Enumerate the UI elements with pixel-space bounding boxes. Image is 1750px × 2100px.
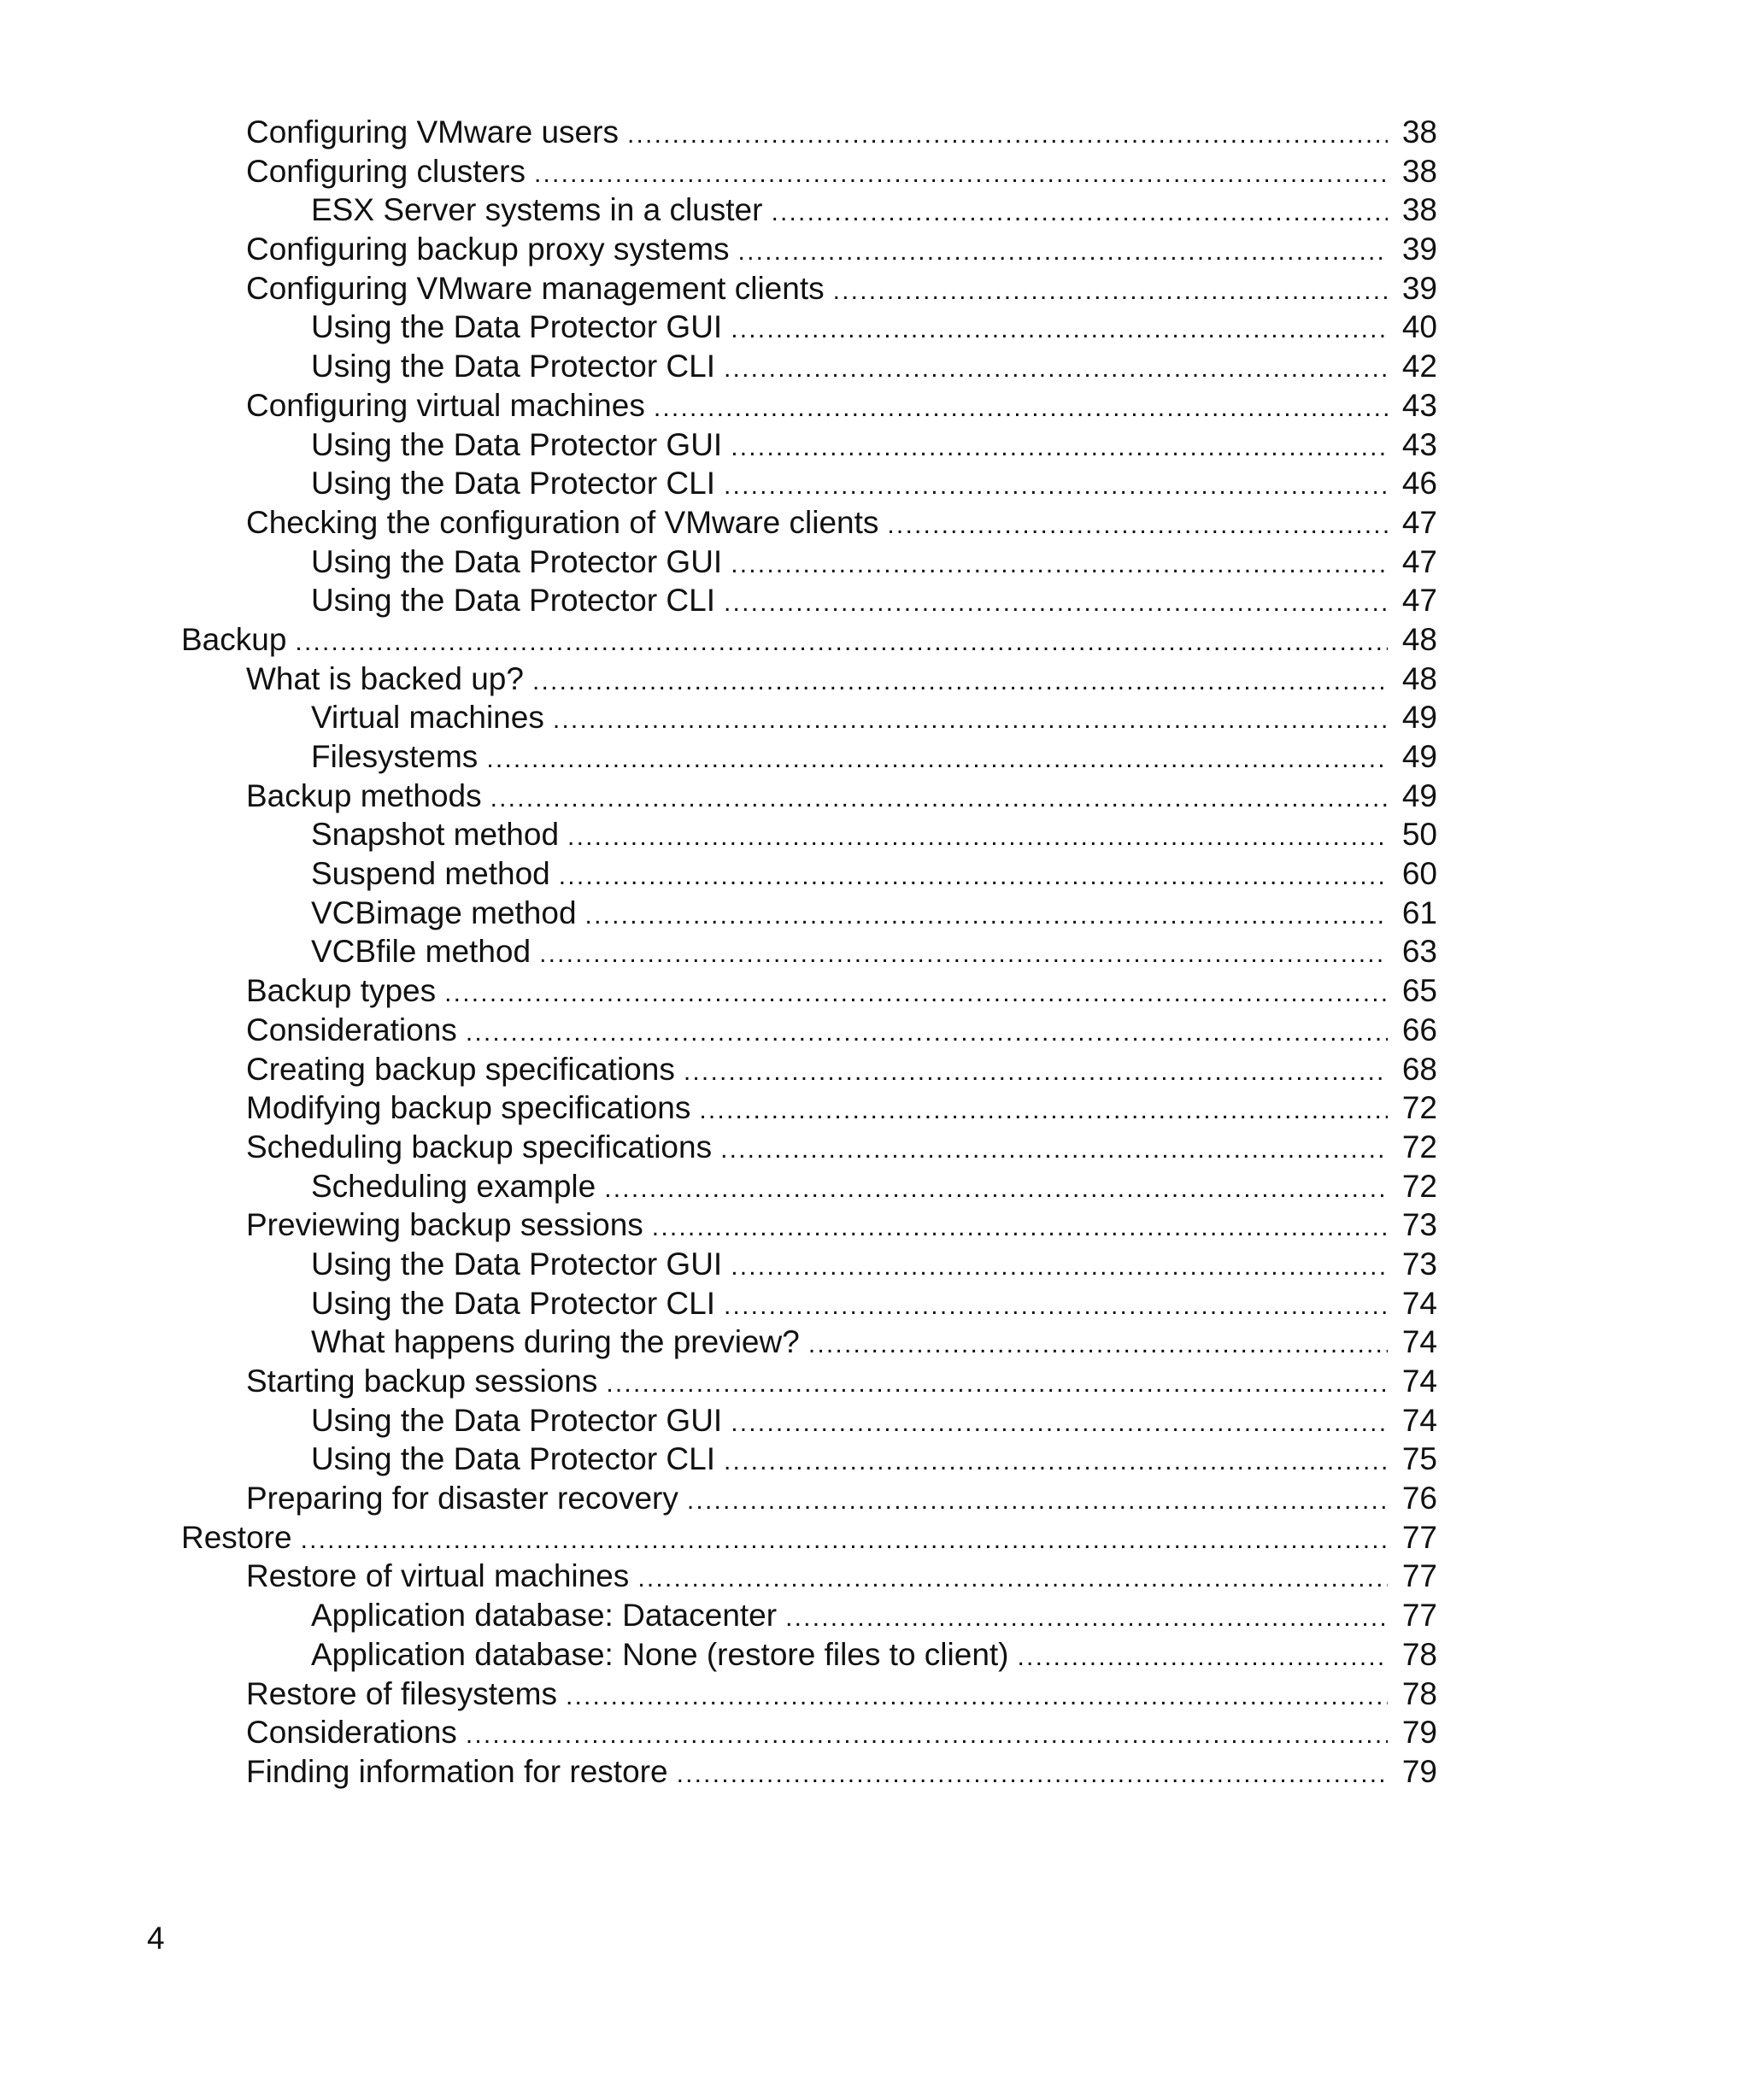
toc-entry[interactable] xyxy=(181,1713,1437,1752)
dot-leader xyxy=(553,701,1388,737)
toc-entry-title: Using the Data Protector CLI xyxy=(311,1285,715,1321)
toc-entry-page: 76 xyxy=(1401,1481,1437,1516)
toc-entry-page: 38 xyxy=(1401,114,1437,150)
toc-entry-title: Finding information for restore xyxy=(246,1753,668,1789)
toc-entry-page: 38 xyxy=(1401,153,1437,189)
toc-entry-title: Using the Data Protector GUI xyxy=(311,1402,723,1438)
dot-leader xyxy=(720,1130,1388,1167)
toc-entry-title: Configuring virtual machines xyxy=(246,387,645,423)
dot-leader xyxy=(567,818,1388,854)
dot-leader xyxy=(699,1091,1388,1128)
toc-entry-title: VCBimage method xyxy=(311,895,577,930)
toc-entry-page: 39 xyxy=(1401,232,1437,267)
toc-entry-page: 49 xyxy=(1401,777,1437,813)
dot-leader xyxy=(532,662,1388,699)
dot-leader xyxy=(466,1716,1388,1752)
dot-leader xyxy=(534,155,1388,191)
dot-leader xyxy=(833,272,1388,308)
toc-entry-title: Using the Data Protector CLI xyxy=(311,583,715,619)
toc-entry-page: 49 xyxy=(1401,700,1437,736)
toc-entry-title: Using the Data Protector CLI xyxy=(311,349,715,384)
toc-entry[interactable] xyxy=(181,1675,1437,1714)
toc-entry-title: Application database: None (restore files to client) xyxy=(311,1636,1009,1672)
toc-entry[interactable] xyxy=(181,1518,1437,1557)
toc-entry-title: Configuring clusters xyxy=(246,153,526,189)
toc-entry-page: 43 xyxy=(1401,387,1437,423)
toc-entry-page: 72 xyxy=(1401,1168,1437,1204)
toc-entry-title: Using the Data Protector CLI xyxy=(311,1441,715,1477)
toc-entry[interactable] xyxy=(181,464,1437,503)
toc-entry[interactable] xyxy=(181,1205,1437,1245)
dot-leader xyxy=(724,1442,1388,1479)
toc-entry-page: 74 xyxy=(1401,1285,1437,1321)
dot-leader xyxy=(539,935,1388,971)
toc-entry-page: 77 xyxy=(1401,1598,1437,1634)
toc-entry-title: ESX Server systems in a cluster xyxy=(311,192,763,228)
toc-entry[interactable] xyxy=(181,1635,1437,1675)
toc-entry-page: 48 xyxy=(1401,621,1437,657)
dot-leader xyxy=(731,1404,1388,1440)
toc-entry-page: 47 xyxy=(1401,543,1437,579)
toc-entry-title: Application database: Datacenter xyxy=(311,1598,778,1634)
toc-entry[interactable] xyxy=(181,1440,1437,1479)
dot-leader xyxy=(652,1208,1388,1245)
dot-leader xyxy=(566,1677,1388,1714)
toc-entry-page: 74 xyxy=(1401,1402,1437,1438)
toc-entry-title: Starting backup sessions xyxy=(246,1364,598,1399)
toc-entry-page: 60 xyxy=(1401,856,1437,892)
toc-entry-page: 39 xyxy=(1401,270,1437,306)
toc-entry-page: 74 xyxy=(1401,1324,1437,1360)
toc-entry-page: 72 xyxy=(1401,1129,1437,1164)
toc-entry-title: Considerations xyxy=(246,1012,457,1047)
toc-entry[interactable] xyxy=(181,503,1437,543)
dot-leader xyxy=(466,1013,1388,1050)
toc-entry[interactable] xyxy=(181,971,1437,1011)
toc-entry-page: 47 xyxy=(1401,583,1437,619)
dot-leader xyxy=(887,506,1388,543)
dot-leader xyxy=(724,584,1388,620)
toc-entry-title: Modifying backup specifications xyxy=(246,1090,691,1126)
toc-entry-title: Checking the configuration of VMware clients xyxy=(246,504,879,540)
toc-entry-title: Using the Data Protector GUI xyxy=(311,543,723,579)
toc-entry[interactable] xyxy=(181,1479,1437,1518)
toc-entry-title: Configuring backup proxy systems xyxy=(246,232,730,267)
toc-entry-title: Snapshot method xyxy=(311,817,560,853)
toc-entry[interactable] xyxy=(181,932,1437,971)
toc-entry[interactable] xyxy=(181,1011,1437,1050)
toc-entry-page: 68 xyxy=(1401,1051,1437,1087)
dot-leader xyxy=(301,1521,1388,1557)
dot-leader xyxy=(724,1287,1388,1323)
toc-entry[interactable] xyxy=(181,1752,1437,1792)
toc-entry-title: Considerations xyxy=(246,1715,457,1751)
toc-entry[interactable] xyxy=(181,1284,1437,1323)
toc-entry[interactable] xyxy=(181,777,1437,816)
toc-entry-page: 38 xyxy=(1401,192,1437,228)
toc-entry-page: 66 xyxy=(1401,1012,1437,1047)
toc-entry[interactable] xyxy=(181,581,1437,620)
dot-leader xyxy=(731,1247,1388,1284)
dot-leader xyxy=(444,974,1388,1011)
toc-entry[interactable] xyxy=(181,347,1437,386)
toc-entry-title: Configuring VMware management clients xyxy=(246,270,825,306)
toc-entry-page: 75 xyxy=(1401,1441,1437,1477)
toc-entry-page: 74 xyxy=(1401,1364,1437,1399)
toc-entry-page: 42 xyxy=(1401,349,1437,384)
dot-leader xyxy=(559,857,1388,894)
toc-entry-page: 79 xyxy=(1401,1753,1437,1789)
dot-leader xyxy=(771,193,1388,230)
toc-entry[interactable] xyxy=(181,1088,1437,1128)
toc-entry[interactable] xyxy=(181,425,1437,465)
dot-leader xyxy=(585,896,1388,933)
toc-entry-title: Restore of filesystems xyxy=(246,1675,557,1711)
dot-leader xyxy=(724,466,1388,503)
dot-leader xyxy=(627,115,1388,152)
toc-entry[interactable] xyxy=(181,269,1437,308)
toc-entry-title: Using the Data Protector GUI xyxy=(311,426,723,462)
toc-entry[interactable] xyxy=(181,1245,1437,1284)
toc-entry-page: 63 xyxy=(1401,934,1437,970)
dot-leader xyxy=(295,623,1388,660)
toc-entry-title: Scheduling backup specifications xyxy=(246,1129,713,1164)
toc-entry-title: What happens during the preview? xyxy=(311,1324,800,1360)
toc-entry[interactable] xyxy=(181,894,1437,933)
toc-entry-title: Scheduling example xyxy=(311,1168,596,1204)
dot-leader xyxy=(687,1481,1388,1518)
table-of-contents xyxy=(181,113,1437,1792)
toc-entry-title: Restore of virtual machines xyxy=(246,1558,630,1594)
toc-entry-page: 78 xyxy=(1401,1636,1437,1672)
dot-leader xyxy=(731,310,1388,347)
toc-entry-title: Backup methods xyxy=(246,777,482,813)
toc-entry-page: 65 xyxy=(1401,973,1437,1009)
toc-entry[interactable] xyxy=(181,1557,1437,1596)
toc-entry[interactable] xyxy=(181,543,1437,582)
toc-entry-title: Using the Data Protector GUI xyxy=(311,309,723,345)
dot-leader xyxy=(731,428,1388,465)
toc-entry-page: 61 xyxy=(1401,895,1437,930)
toc-entry-page: 40 xyxy=(1401,309,1437,345)
toc-entry[interactable] xyxy=(181,1362,1437,1401)
toc-entry-page: 49 xyxy=(1401,739,1437,774)
toc-entry-page: 77 xyxy=(1401,1558,1437,1594)
dot-leader xyxy=(677,1755,1388,1792)
dot-leader xyxy=(490,779,1388,816)
toc-entry-page: 47 xyxy=(1401,504,1437,540)
toc-entry[interactable] xyxy=(181,737,1437,777)
toc-entry-title: VCBfile method xyxy=(311,934,531,970)
toc-entry[interactable] xyxy=(181,386,1437,425)
toc-entry[interactable] xyxy=(181,698,1437,737)
toc-entry[interactable] xyxy=(181,1167,1437,1206)
dot-leader xyxy=(637,1559,1388,1596)
toc-entry[interactable] xyxy=(181,1323,1437,1362)
toc-entry-title: Using the Data Protector CLI xyxy=(311,466,715,502)
toc-entry[interactable] xyxy=(181,1128,1437,1167)
dot-leader xyxy=(684,1053,1388,1089)
toc-entry-title: Backup xyxy=(181,621,287,657)
toc-entry-title: Preparing for disaster recovery xyxy=(246,1481,678,1516)
toc-entry[interactable] xyxy=(181,152,1437,191)
dot-leader xyxy=(654,389,1388,425)
toc-entry-title: Backup types xyxy=(246,973,437,1009)
toc-entry-title: Creating backup specifications xyxy=(246,1051,675,1087)
toc-entry[interactable] xyxy=(181,230,1437,269)
toc-entry-title: What is backed up? xyxy=(246,660,524,696)
toc-entry-page: 77 xyxy=(1401,1519,1437,1555)
toc-entry[interactable] xyxy=(181,308,1437,347)
toc-entry-title: Using the Data Protector GUI xyxy=(311,1246,723,1282)
toc-entry[interactable] xyxy=(181,815,1437,854)
toc-entry[interactable] xyxy=(181,1050,1437,1089)
dot-leader xyxy=(724,349,1388,386)
toc-entry-page: 50 xyxy=(1401,817,1437,853)
dot-leader xyxy=(606,1364,1388,1401)
toc-entry[interactable] xyxy=(181,1401,1437,1440)
toc-entry-title: Previewing backup sessions xyxy=(246,1207,643,1243)
toc-entry-page: 46 xyxy=(1401,466,1437,502)
page-number: 4 xyxy=(147,1921,165,1956)
dot-leader xyxy=(486,740,1388,777)
toc-entry-page: 43 xyxy=(1401,426,1437,462)
dot-leader xyxy=(731,545,1388,582)
toc-entry-title: Suspend method xyxy=(311,856,550,892)
toc-entry[interactable] xyxy=(181,854,1437,894)
toc-entry[interactable] xyxy=(181,620,1437,660)
toc-entry-title: Filesystems xyxy=(311,739,479,774)
toc-entry[interactable] xyxy=(181,1596,1437,1635)
toc-entry-page: 48 xyxy=(1401,660,1437,696)
dot-leader xyxy=(738,232,1388,269)
toc-entry-title: Virtual machines xyxy=(311,700,544,736)
toc-entry[interactable] xyxy=(181,113,1437,152)
toc-entry-page: 73 xyxy=(1401,1207,1437,1243)
toc-entry[interactable] xyxy=(181,660,1437,699)
toc-entry[interactable] xyxy=(181,191,1437,230)
toc-entry-page: 72 xyxy=(1401,1090,1437,1126)
toc-entry-page: 73 xyxy=(1401,1246,1437,1282)
dot-leader xyxy=(1018,1638,1389,1675)
dot-leader xyxy=(785,1598,1388,1635)
toc-entry-title: Restore xyxy=(181,1519,292,1555)
toc-entry-title: Configuring VMware users xyxy=(246,114,619,150)
toc-entry-page: 78 xyxy=(1401,1675,1437,1711)
dot-leader xyxy=(808,1325,1388,1362)
toc-entry-page: 79 xyxy=(1401,1715,1437,1751)
dot-leader xyxy=(604,1170,1388,1206)
